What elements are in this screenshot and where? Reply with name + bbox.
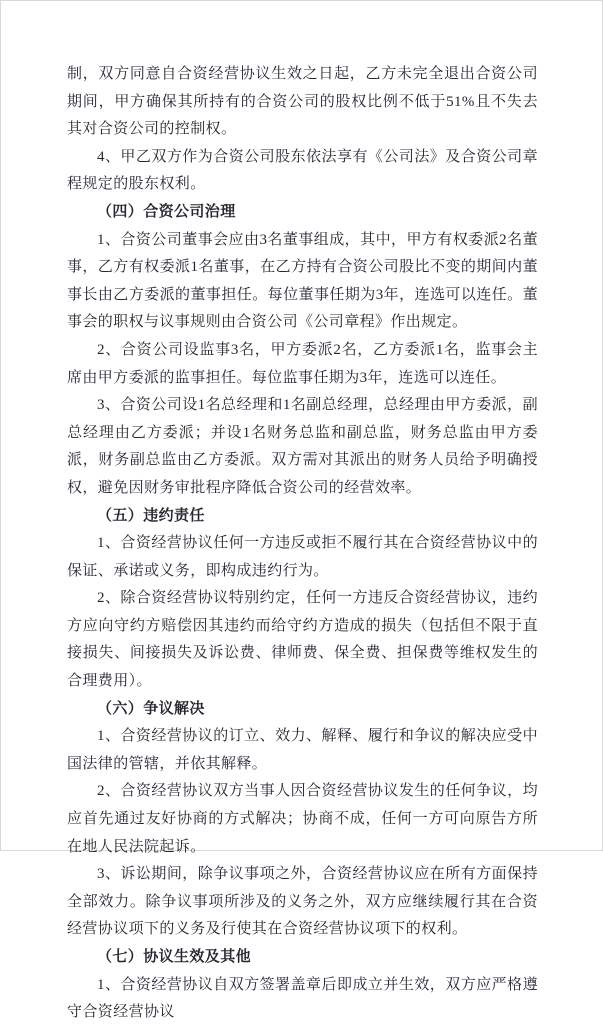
body-paragraph: 3、诉讼期间，除争议事项之外，合资经营协议应在所有方面保持全部效力。除争议事项所涉及的义务之外，双方应继续履行其在合资经营协议项下的义务及行使其在合资经营协议项下的权利。 — [67, 866, 538, 938]
section-heading-4: （四）合资公司治理 — [97, 203, 236, 220]
body-paragraph: 3、合资公司设1名总经理和1名副总经理，总经理由甲方委派，副总经理由乙方委派；并设1名财务总监和副总监，财务总监由甲方委派，财务副总监由乙方委派。双方需对其派出的财务人员给予明确授权，避免因财务审批程序降低合资公司的经营效率。 — [67, 397, 538, 496]
body-paragraph: 1、合资经营协议的订立、效力、解释、履行和争议的解决应受中国法律的管辖，并依其解释。 — [67, 728, 538, 772]
section-heading-7: （七）协议生效及其他 — [97, 949, 252, 965]
body-paragraph: 1、合资经营协议任何一方违反或拒不履行其在合资经营协议中的保证、承诺或义务，即构成违约行为。 — [67, 535, 538, 579]
body-paragraph-continuation: 制，双方同意自合资经营协议生效之日起，乙方未完全退出合资公司期间，甲方确保其所持有的合资公司的股权比例不低于51%且不失去其对合资公司的控制权。 — [67, 66, 538, 138]
body-paragraph: 2、合资公司设监事3名，甲方委派2名，乙方委派1名，监事会主席由甲方委派的监事担任。每位监事任期为3年，连选可以连任。 — [67, 341, 538, 386]
body-paragraph: 1、合资公司董事会应由3名董事组成，其中，甲方有权委派2名董事，乙方有权委派1名董事，在乙方持有合资公司股比不变的期间内董事长由乙方委派的董事担任。每位董事任期为3年，连选可以连任。董事会的职权与议事规则由合资公司《公司章程》作出规定。 — [67, 231, 538, 331]
section-heading-5: （五）违约责任 — [97, 507, 205, 524]
section-heading-6: （六）争议解决 — [97, 700, 205, 717]
body-paragraph: 1、合资经营协议自双方签署盖章后即成立并生效，双方应严格遵守合资经营协议 — [67, 976, 538, 1021]
body-paragraph: 2、除合资经营协议特别约定，任何一方违反合资经营协议，违约方应向守约方赔偿因其违约而给守约方造成的损失（包括但不限于直接损失、间接损失及诉讼费、律师费、保全费、担保费等维权发生的合理费用）。 — [67, 590, 538, 690]
body-paragraph: 4、甲乙双方作为合资公司股东依法享有《公司法》及合资公司章程规定的股东权利。 — [67, 148, 538, 193]
body-paragraph: 2、合资经营协议双方当事人因合资经营协议发生的任何争议，均应首先通过友好协商的方式解决；协商不成，任何一方可向原告方所在地人民法院起诉。 — [67, 783, 538, 855]
